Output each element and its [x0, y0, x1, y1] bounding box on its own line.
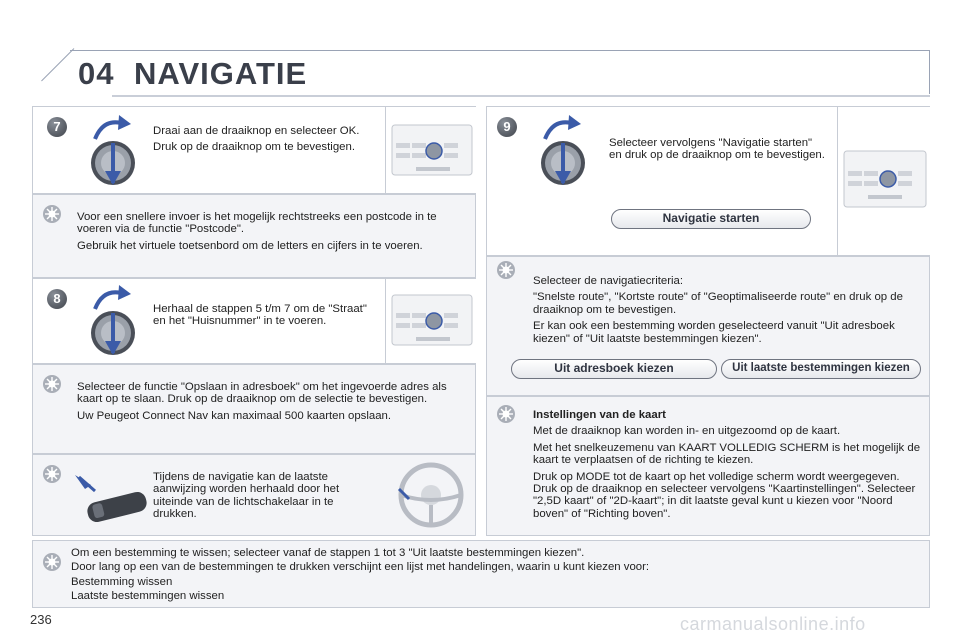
- radio-panel-image-9: [837, 107, 930, 255]
- page-number: 236: [30, 612, 52, 627]
- navigatie-starten-button[interactable]: Navigatie starten: [611, 209, 811, 229]
- bestemming-wissen-panel: [32, 540, 930, 608]
- kaart-instellingen-text: Instellingen van de kaart Met de draaiknop kan worden in- en uitgezoomd op de kaart. Met het snelkeuzemenu van KAART VOLLEDIG SCHERM is het mogelijk de kaart te verplaatsen of de richting te kiezen. Druk op MODE tot de kaart op het volledige scherm wordt weergegeven. Druk op de draaiknop en selecteer vervolgens "Kaartinstellingen". Selecteer "2,5D kaart" of "2D-kaart"; in dit laatste geval kunt u kiezen voor "Noord boven" of "Richting boven".: [533, 409, 925, 524]
- watermark: carmanualsonline.info: [680, 614, 866, 634]
- tip-sun-icon: [43, 375, 61, 393]
- steering-wheel-image: [385, 455, 476, 535]
- step-9-text: Selecteer vervolgens "Navigatie starten" en druk op de draaiknop om te bevestigen.: [609, 137, 825, 162]
- rotary-knob-icon: [531, 113, 601, 191]
- chapter-number: 04: [78, 56, 115, 91]
- tip-lichtschakelaar-text: Tijdens de navigatie kan de laatste aanwijzing worden herhaald door het uiteinde van de lichtschakelaar in te drukken.: [153, 471, 340, 521]
- step-8-badge: 8: [47, 289, 67, 309]
- tip-sun-icon: [497, 405, 515, 423]
- tip-sun-icon: [43, 553, 61, 571]
- rotary-knob-icon: [81, 113, 151, 191]
- tip-sun-icon: [43, 465, 61, 483]
- tip-lichtschakelaar-panel: [32, 454, 476, 536]
- tip-sun-icon: [43, 205, 61, 223]
- step-8-text: Herhaal de stappen 5 t/m 7 om de "Straat" en het "Huisnummer" in te voeren.: [153, 303, 367, 328]
- step-9-panel: [486, 106, 930, 256]
- light-switch-stalk-icon: [73, 471, 151, 531]
- step-7-panel: [32, 106, 476, 194]
- tip-sun-icon: [497, 261, 515, 279]
- kaart-instellingen-panel: [486, 396, 930, 536]
- tip-postcode-text: Voor een snellere invoer is het mogelijk rechtstreeks een postcode in te voeren via de functie "Postcode". Gebruik het virtuele toetsenbord om de letters en cijfers in te voeren.: [77, 211, 437, 252]
- bestemming-wissen-text: Om een bestemming te wissen; selecteer vanaf de stappen 1 tot 3 "Uit laatste bestemmingen kiezen". Door lang op een van de bestemmingen te drukken verschijnt een lijst met handelingen, waarin u kunt kiezen voor: Bestemming wissen Laatste bestemmingen wissen: [71, 547, 650, 603]
- rotary-knob-icon: [81, 283, 151, 361]
- uit-laatste-bestemmingen-button[interactable]: Uit laatste bestemmingen kiezen: [721, 359, 921, 379]
- radio-panel-image-8: [385, 279, 476, 363]
- tip-postcode-panel: [32, 194, 476, 278]
- page-title: NAVIGATIE: [134, 56, 308, 91]
- uit-adresboek-kiezen-button[interactable]: Uit adresboek kiezen: [511, 359, 717, 379]
- kaart-heading: Instellingen van de kaart: [533, 409, 666, 421]
- tip-adresboek-text: Selecteer de functie "Opslaan in adresboek" om het ingevoerde adres als kaart op te slaan. Druk op de draaiknop om de selectie te bevestigen. Uw Peugeot Connect Nav kan maximaal 500 kaarten opslaan.: [77, 381, 447, 422]
- criteria-panel: [486, 256, 930, 396]
- header-underline: [112, 95, 930, 97]
- tip-adresboek-panel: [32, 364, 476, 454]
- criteria-text: Selecteer de navigatiecriteria: "Snelste route", "Kortste route" of "Geoptimaliseerde route" en druk op de draaiknop om te bevestigen. Er kan ook een bestemming worden geselecteerd vanuit "Uit adresboek kiezen" of "Uit laatste bestemmingen kiezen".: [533, 275, 903, 345]
- step-7-text: Draai aan de draaiknop en selecteer OK. Druk op de draaiknop om te bevestigen.: [153, 125, 360, 154]
- step-9-badge: 9: [497, 117, 517, 137]
- step-8-panel: [32, 278, 476, 364]
- radio-panel-image-7: [385, 107, 476, 193]
- step-7-badge: 7: [47, 117, 67, 137]
